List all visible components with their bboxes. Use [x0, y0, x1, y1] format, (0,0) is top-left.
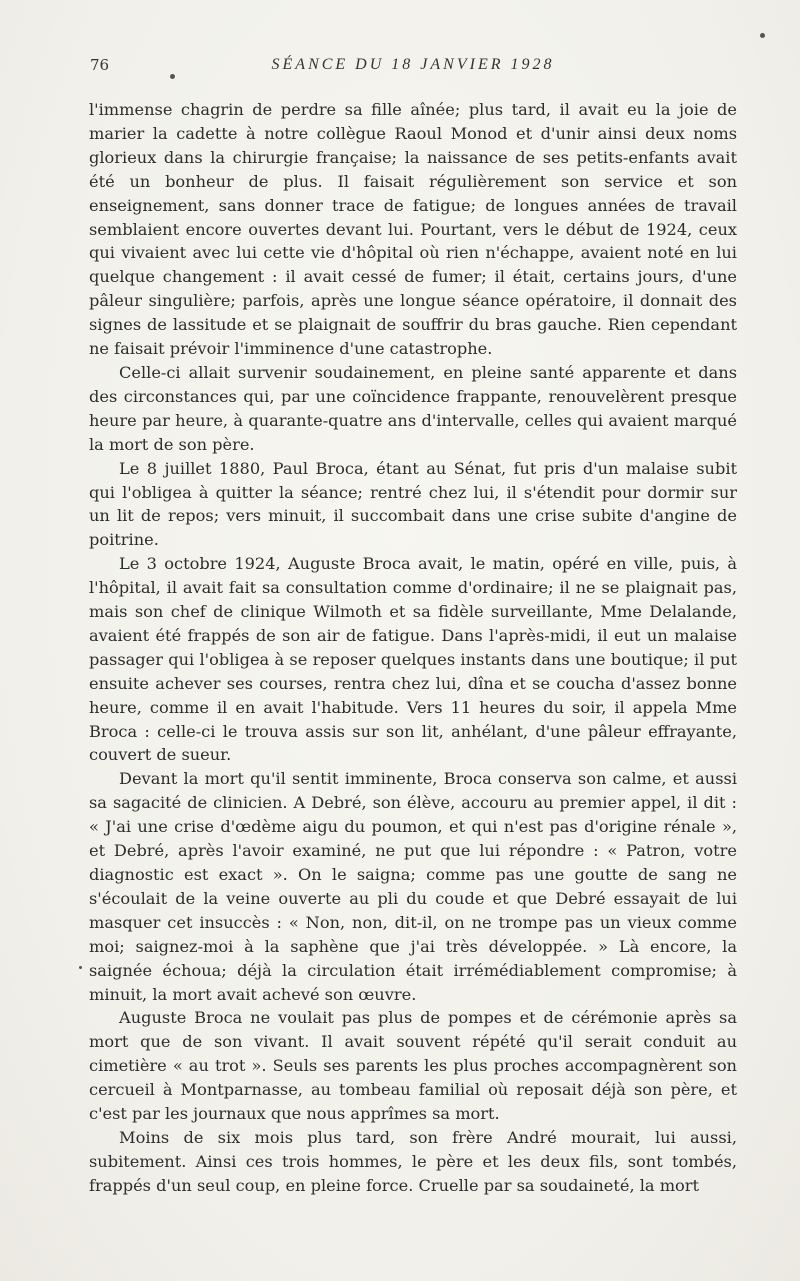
- page-number: 76: [90, 56, 110, 74]
- paragraph: Devant la mort qu'il sentit imminente, Broca conserva son calme, et aussi sa sagacité de clinicien. A Debré, son élève, accouru au premier appel, il dit : « J'ai une crise d'œdème aigu du poumon, et qui n'est pas d'origine rénale », et Debré, après l'avoir examiné, ne put que lui répondre : « Patron, votre diagnostic est exact ». On le saigna; comme pas une goutte de sang ne s'écoulait de la veine ouverte au pli du coude et que Debré essayait de lui masquer cet insuccès : « Non, non, dit-il, on ne trompe pas un vieux comme moi; saignez-moi à la saphène que j'ai très développée. » Là encore, la saignée échoua; déjà la circulation était irrémédiablement compromise; à minuit, la mort avait achevé son œuvre.: [89, 769, 737, 1004]
- ink-speck: [170, 74, 175, 79]
- running-head: SÉANCE DU 18 JANVIER 1928: [271, 56, 555, 73]
- paragraph: Auguste Broca ne voulait pas plus de pompes et de cérémonie après sa mort que de son vivant. Il avait souvent répété qu'il serait conduit au cimetière « au trot ». Seuls ses parents les plus proches accompagnèrent son cercueil à Montparnasse, au tombeau familial où reposait déjà son père, et c'est par les journaux que nous apprîmes sa mort.: [89, 1008, 737, 1124]
- paragraph: Le 8 juillet 1880, Paul Broca, étant au Sénat, fut pris d'un malaise subit qui l'obligea à quitter la séance; rentré chez lui, il s'étendit pour dormir sur un lit de repos; vers minuit, il succombait dans une crise subite d'angine de poitrine.: [89, 458, 737, 550]
- paragraph: Le 3 octobre 1924, Auguste Broca avait, le matin, opéré en ville, puis, à l'hôpital, il avait fait sa consultation comme d'ordinaire; il ne se plaignait pas, mais son chef de clinique Wilmoth et sa fidèle surveillante, Mme Delalande, avaient été frappés de son air de fatigue. Dans l'après-midi, il eut un malaise passager qui l'obligea à se reposer quelques instants dans une boutique; il put ensuite achever ses courses, rentra chez lui, dîna et se coucha d'assez bonne heure, comme il en avait l'habitude. Vers 11 heures du soir, il appela Mme Broca : celle-ci le trouva assis sur son lit, anhélant, d'une pâleur effrayante, couvert de sueur.: [89, 554, 737, 765]
- paragraph: Celle-ci allait survenir soudainement, en pleine santé apparente et dans des circonstances qui, par une coïncidence frappante, renouvelèrent presque heure par heure, à quarante-quatre ans d'intervalle, celles qui avaient marqué la mort de son père.: [89, 362, 737, 454]
- page-header: [90, 54, 736, 80]
- paragraph: l'immense chagrin de perdre sa fille aînée; plus tard, il avait eu la joie de marier la cadette à notre collègue Raoul Monod et d'unir ainsi deux noms glorieux dans la chirurgie française; la naissance de ses petits-enfants avait été un bonheur de plus. Il faisait régulièrement son service et son enseignement, sans donner trace de fatigue; de longues années de travail semblaient encore ouvertes devant lui. Pourtant, vers le début de 1924, ceux qui vivaient avec lui cette vie d'hôpital où rien n'échappe, avaient noté en lui quelque changement : il avait cessé de fumer; il était, certains jours, d'une pâleur singulière; parfois, après une longue séance opératoire, il donnait des signes de lassitude et se plaignait de souffrir du bras gauche. Rien cependant ne faisait prévoir l'imminence d'une catastrophe.: [89, 100, 737, 359]
- ink-speck: [79, 966, 82, 969]
- ink-speck: [760, 33, 765, 38]
- paragraph: Moins de six mois plus tard, son frère André mourait, lui aussi, subitement. Ainsi ces trois hommes, le père et les deux fils, sont tombés, frappés d'un seul coup, en pleine force. Cruelle par sa soudaineté, la mort: [89, 1127, 737, 1195]
- article-body: [89, 98, 737, 1198]
